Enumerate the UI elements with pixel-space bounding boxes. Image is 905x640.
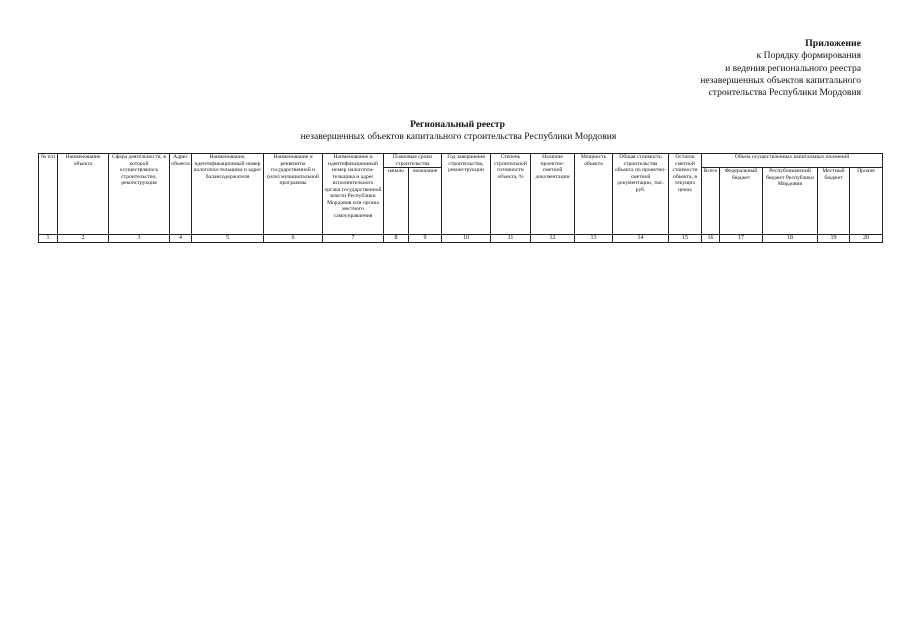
col-header: Адрес объекта	[170, 154, 192, 235]
column-number: 3	[109, 235, 170, 243]
col-header: Мощность объекта	[575, 154, 613, 235]
col-header: Остаток сметной стоимости объекта, в текущих ценах	[669, 154, 702, 235]
col-header: Наименование, идентификационный номер налогопла-тельщика и адрес балансодержателя	[192, 154, 264, 235]
col-header: Всего	[702, 168, 720, 235]
col-header: № п/п	[39, 154, 58, 235]
column-number: 19	[818, 235, 850, 243]
document-subtitle: незавершенных объектов капитального строительства Республики Мордовия	[300, 131, 617, 142]
appendix-line: незавершенных объектов капитального	[700, 74, 861, 86]
appendix-block	[700, 38, 861, 99]
col-header: Общая стоимость строительства объекта по проектно-сметной документации, тыс. руб.	[613, 154, 669, 235]
column-number: 8	[384, 235, 409, 243]
col-header: Республиканский бюджет Республики Мордовия	[763, 168, 818, 235]
column-number: 18	[763, 235, 818, 243]
column-number: 9	[409, 235, 442, 243]
col-group-header: Плановые сроки строительства	[384, 154, 442, 168]
col-header: Федеральный бюджет	[720, 168, 763, 235]
appendix-line: к Порядку формирования	[756, 50, 861, 62]
col-header: Местный бюджет	[818, 168, 850, 235]
column-number: 12	[531, 235, 575, 243]
col-header: Степень строительной готовности объекта, %	[491, 154, 531, 235]
column-number: 16	[702, 235, 720, 243]
column-number: 17	[720, 235, 763, 243]
col-group-header: Объем осуществленных капитальных вложений	[702, 154, 883, 168]
column-number: 6	[264, 235, 323, 243]
col-header: Сфера деятельности, в которой осуществлялось строительство, реконструкция	[109, 154, 170, 235]
col-header: Наименование и реквизиты государственной и (или) муниципальной программы	[264, 154, 323, 235]
col-header: Год завершения строительства, реконструкции	[442, 154, 491, 235]
col-header: начало	[384, 168, 409, 235]
document-title: Региональный реестр	[410, 119, 505, 130]
column-number: 5	[192, 235, 264, 243]
column-number: 2	[58, 235, 109, 243]
header-row	[39, 154, 883, 168]
column-number: 11	[491, 235, 531, 243]
column-number: 13	[575, 235, 613, 243]
column-number-row	[39, 235, 883, 243]
column-number: 1	[39, 235, 58, 243]
appendix-title: Приложение	[805, 38, 861, 49]
column-number: 10	[442, 235, 491, 243]
column-number: 7	[323, 235, 384, 243]
col-header: Наличие проектно-сметной документации	[531, 154, 575, 235]
registry-table	[38, 153, 883, 243]
appendix-line: строительства Республики Мордовия	[708, 87, 861, 99]
col-header: Прочие	[850, 168, 883, 235]
column-number: 4	[170, 235, 192, 243]
col-header: Наименование объекта	[58, 154, 109, 235]
col-header: окончание	[409, 168, 442, 235]
column-number: 20	[850, 235, 883, 243]
document-heading	[0, 119, 905, 143]
column-number: 15	[669, 235, 702, 243]
col-header: Наименование и идентификационный номер налогопла-тельщика и адрес исполнительного органа государственной власти Республики Мордовия или органа местного самоуправления	[323, 154, 384, 235]
appendix-line: и ведения регионального реестра	[725, 62, 861, 74]
column-number: 14	[613, 235, 669, 243]
